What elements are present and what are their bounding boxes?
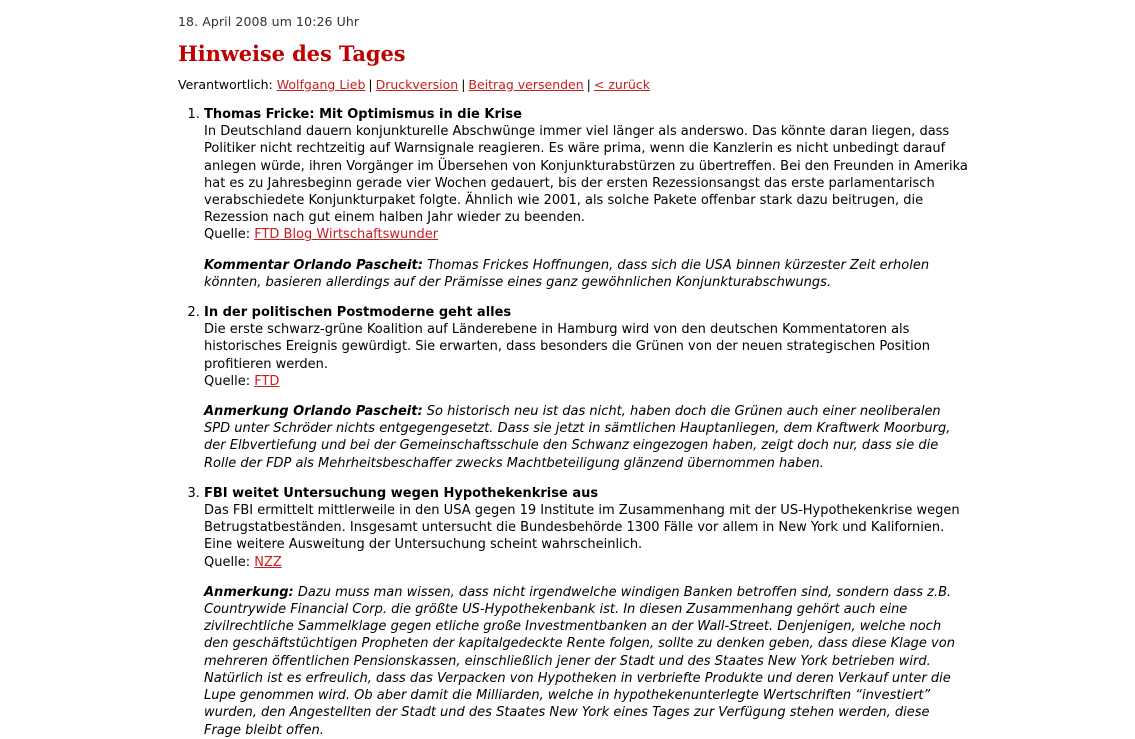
item-source — [204, 226, 968, 243]
item-body: In Deutschland dauern konjunkturelle Abschwünge immer viel länger als anderswo. Das könnte daran liegen, dass Politiker nicht rechtzeitig auf Warnsignale reagieren. Es wäre prima, wenn die Kanzlerin es nicht unbedingt darauf anlegen würde, ihren Vorgänger im Übersehen von Konjunkturabstürzen zu übertreffen. Bei den Freunden in Amerika hat es zu Jahresbeginn gerade vier Wochen gedauert, bis der ersten Rezessionsangst das erste parlamentarisch verabschiedete Konjunkturpaket folgte. Ähnlich wie 2001, als solche Pakete offenbar stark dazu beitrugen, die Rezession nach gut einem halben Jahr wieder zu beenden. — [204, 124, 968, 226]
note-body: So historisch neu ist das nicht, haben doch die Grünen auch einer neoliberalen SPD unter Schröder nichts entgegengesetzt. Dass sie jetzt in sämtlichen Hauptanliegen, dem Kraftwerk Moorburg, der Elbvertiefung und bei der Gemeinschaftsschule den Schwanz eingezogen haben, zeigt doch nur, dass sie die Rolle der FDP als Mehrheitsbeschaffer zwecks Machtbeteiligung glänzend übernommen haben. — [204, 404, 951, 471]
back-link[interactable]: < zurück — [593, 77, 650, 92]
list-item — [204, 304, 968, 476]
source-link[interactable]: FTD Blog Wirtschaftswunder — [254, 227, 439, 243]
page-title: Hinweise des Tages — [178, 41, 406, 66]
item-title: 2. In der politischen Postmoderne geht alles — [204, 305, 512, 321]
source-label: Quelle: — [204, 227, 251, 243]
source-label: Quelle: — [204, 554, 251, 570]
article-list — [178, 106, 968, 739]
item-note — [204, 257, 968, 291]
byline — [178, 77, 968, 93]
item-body: Das FBI ermittelt mittlerweile in den USA gegen 19 Institute im Zusammenhang mit der US-Hypothekenkrise wegen Betrugstatbeständen. Insgesamt untersucht die Bundesbehörde 1300 Fälle vor allem in New York und Kalifornien. Eine weitere Ausweitung der Untersuchung scheint wahrscheinlich. — [204, 503, 960, 553]
note-spacer — [204, 291, 968, 295]
send-article-link[interactable]: Beitrag versenden — [468, 77, 584, 92]
item-source — [204, 554, 968, 571]
item-title: 1. Thomas Fricke: Mit Optimismus in die Krise — [204, 107, 522, 122]
note-lead: Kommentar Orlando Pascheit: — [204, 257, 423, 273]
byline-separator-1: | — [368, 77, 373, 92]
list-item — [204, 106, 968, 295]
list-item — [204, 485, 968, 739]
note-lead: Anmerkung Orlando Pascheit: — [204, 404, 423, 420]
item-note — [204, 403, 968, 472]
item-title: 3. FBI weitet Untersuchung wegen Hypothekenkrise aus — [204, 485, 599, 501]
source-link[interactable]: NZZ — [254, 554, 282, 570]
note-lead: Anmerkung: — [204, 584, 294, 600]
byline-label: Verantwortlich: — [178, 77, 273, 92]
item-body: Die erste schwarz-grüne Koalition auf Länderebene in Hamburg wird von den deutschen Kommentatoren als historisches Ereignis gewürdigt. Sie erwarten, dass besonders die Grünen von der neuen strategischen Position profitieren werden. — [204, 322, 930, 372]
item-note — [204, 584, 968, 739]
note-body: Dazu muss man wissen, dass nicht irgendwelche windigen Banken betroffen sind, sondern dass z.B. Countrywide Financial Corp. die größte US-Hypothekenbank ist. In diesen Zusammenhang gehört auch eine zivilrechtliche Sammelklage gegen etliche große Investmentbanken an der Wall-Street. Denjenigen, welche noch den geschäftstüchtigen Propheten der kapitalgedeckte Rente folgen, sollte zu denken geben, dass diese Klage von mehreren öffentlichen Pensionskassen, einschließlich jener der Stadt und des Staates New York betrieben wird. Natürlich ist es erfreulich, dass das Verpacken von Hypotheken in verbriefte Produkte und deren Verkauf unter die Lupe genommen wird. Ob aber damit die Milliarden, welche in hypothekenunterlegte Wertschriften “investiert” wurden, den Angestellten der Stadt und des Staates New York eines Tages zur Verfügung stehen werden, diese Frage bleibt offen. — [204, 584, 955, 738]
note-body: Thomas Frickes Hoffnungen, dass sich die USA binnen kürzester Zeit erholen könnten, basieren allerdings auf der Prämisse eines ganz gewöhnlichen Konjunkturabschwungs. — [204, 257, 930, 290]
byline-separator-2: | — [461, 77, 466, 92]
source-label: Quelle: — [204, 373, 251, 389]
print-version-link[interactable]: Druckversion — [375, 77, 459, 92]
note-spacer — [204, 472, 968, 476]
source-link[interactable]: FTD — [254, 373, 280, 389]
author-link[interactable]: Wolfgang Lieb — [276, 77, 366, 92]
byline-separator-3: | — [586, 77, 591, 92]
item-source — [204, 373, 968, 390]
publish-date: 18. April 2008 um 10:26 Uhr — [178, 14, 360, 29]
article-content — [178, 14, 968, 739]
